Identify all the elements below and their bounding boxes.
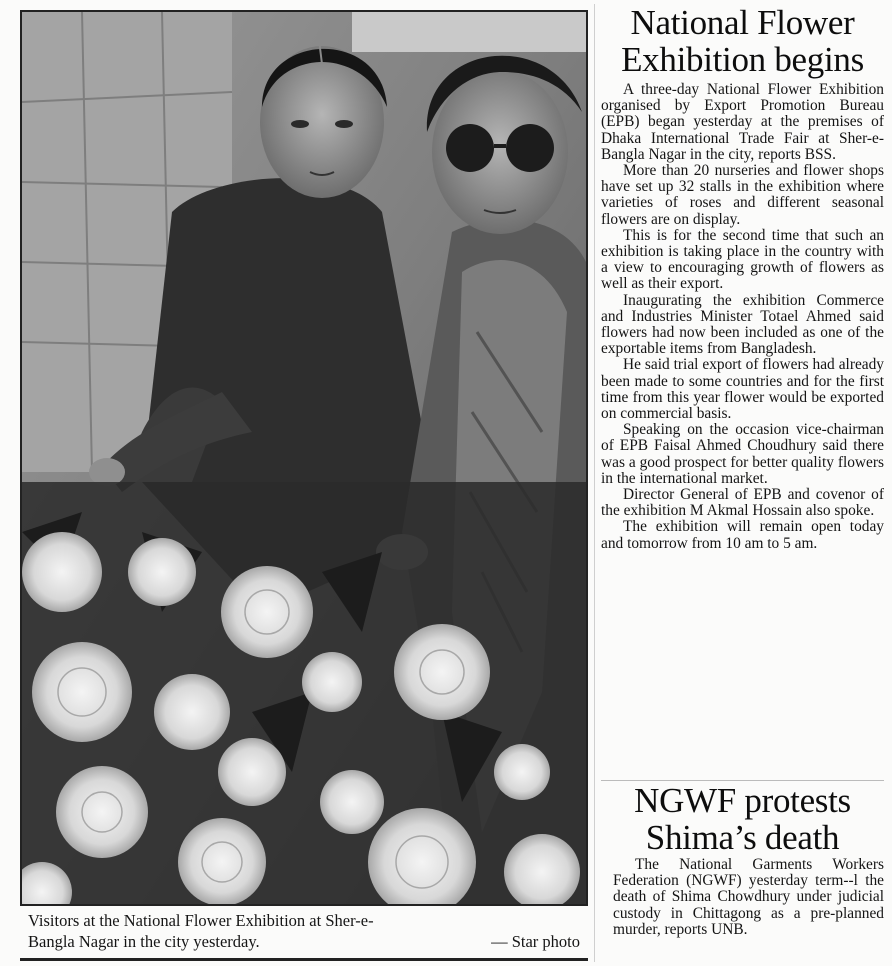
news-photo [20, 10, 588, 906]
paragraph: The exhibition will remain open today and tomorrow from 10 am to 5 am. [601, 518, 884, 552]
paragraph: He said trial export of flowers had already been made to some countries and for the first time from this year flower would be exported on commercial basis. [601, 356, 884, 423]
headline-line-1: NGWF protests [634, 781, 851, 820]
paragraph: Inaugurating the exhibition Commerce and Industries Minister Totael Ahmed said flowers had now been included as one of the exportable items from Bangladesh. [601, 291, 884, 358]
headline-line-1: National Flower [630, 3, 855, 42]
photo-illustration [22, 12, 586, 904]
paragraph: The National Garments Workers Federation (NGWF) yesterday term--l the death of Shima Chowdhury under judicial custody in Chittagong as a pre-planned murder, reports UNB. [613, 857, 884, 938]
photo-credit: — Star photo [491, 932, 580, 951]
paragraph: A three-day National Flower Exhibition organised by Export Promotion Bureau (EPB) began yesterday at the premises of Dhaka International Trade Fair at Sher-e-Bangla Nagar in the city, reports BSS. [601, 81, 884, 163]
photo-caption [28, 910, 580, 952]
caption-line-2: Bangla Nagar in the city yesterday. [28, 932, 260, 951]
paragraph: Speaking on the occasion vice-chairman of EPB Faisal Ahmed Choudhury said there was a good prospect for better quality flowers in the international market. [601, 421, 884, 487]
paragraph: This is for the second time that such an exhibition is taking place in the country with a view to encouraging growth of flowers as well as their export. [601, 226, 884, 293]
article-body [601, 82, 884, 552]
paragraph: More than 20 nurseries and flower shops have set up 32 stalls in the exhibition where varieties of roses and different seasonal flowers are on display. [601, 162, 884, 228]
article-ngwf-body [613, 857, 884, 966]
article-ngwf [601, 782, 884, 856]
headline-line-2: Shima’s death [645, 818, 840, 857]
caption-line-1: Visitors at the National Flower Exhibition at Sher-e- [28, 911, 374, 930]
bottom-rule [20, 958, 588, 961]
headline-line-2: Exhibition begins [621, 40, 864, 79]
headline-ngwf [601, 782, 884, 856]
headline-national-flower [601, 4, 884, 78]
paragraph: Director General of EPB and covenor of the exhibition M Akmal Hossain also spoke. [601, 486, 884, 520]
column-rule [594, 4, 595, 962]
article-national-flower [601, 4, 884, 552]
